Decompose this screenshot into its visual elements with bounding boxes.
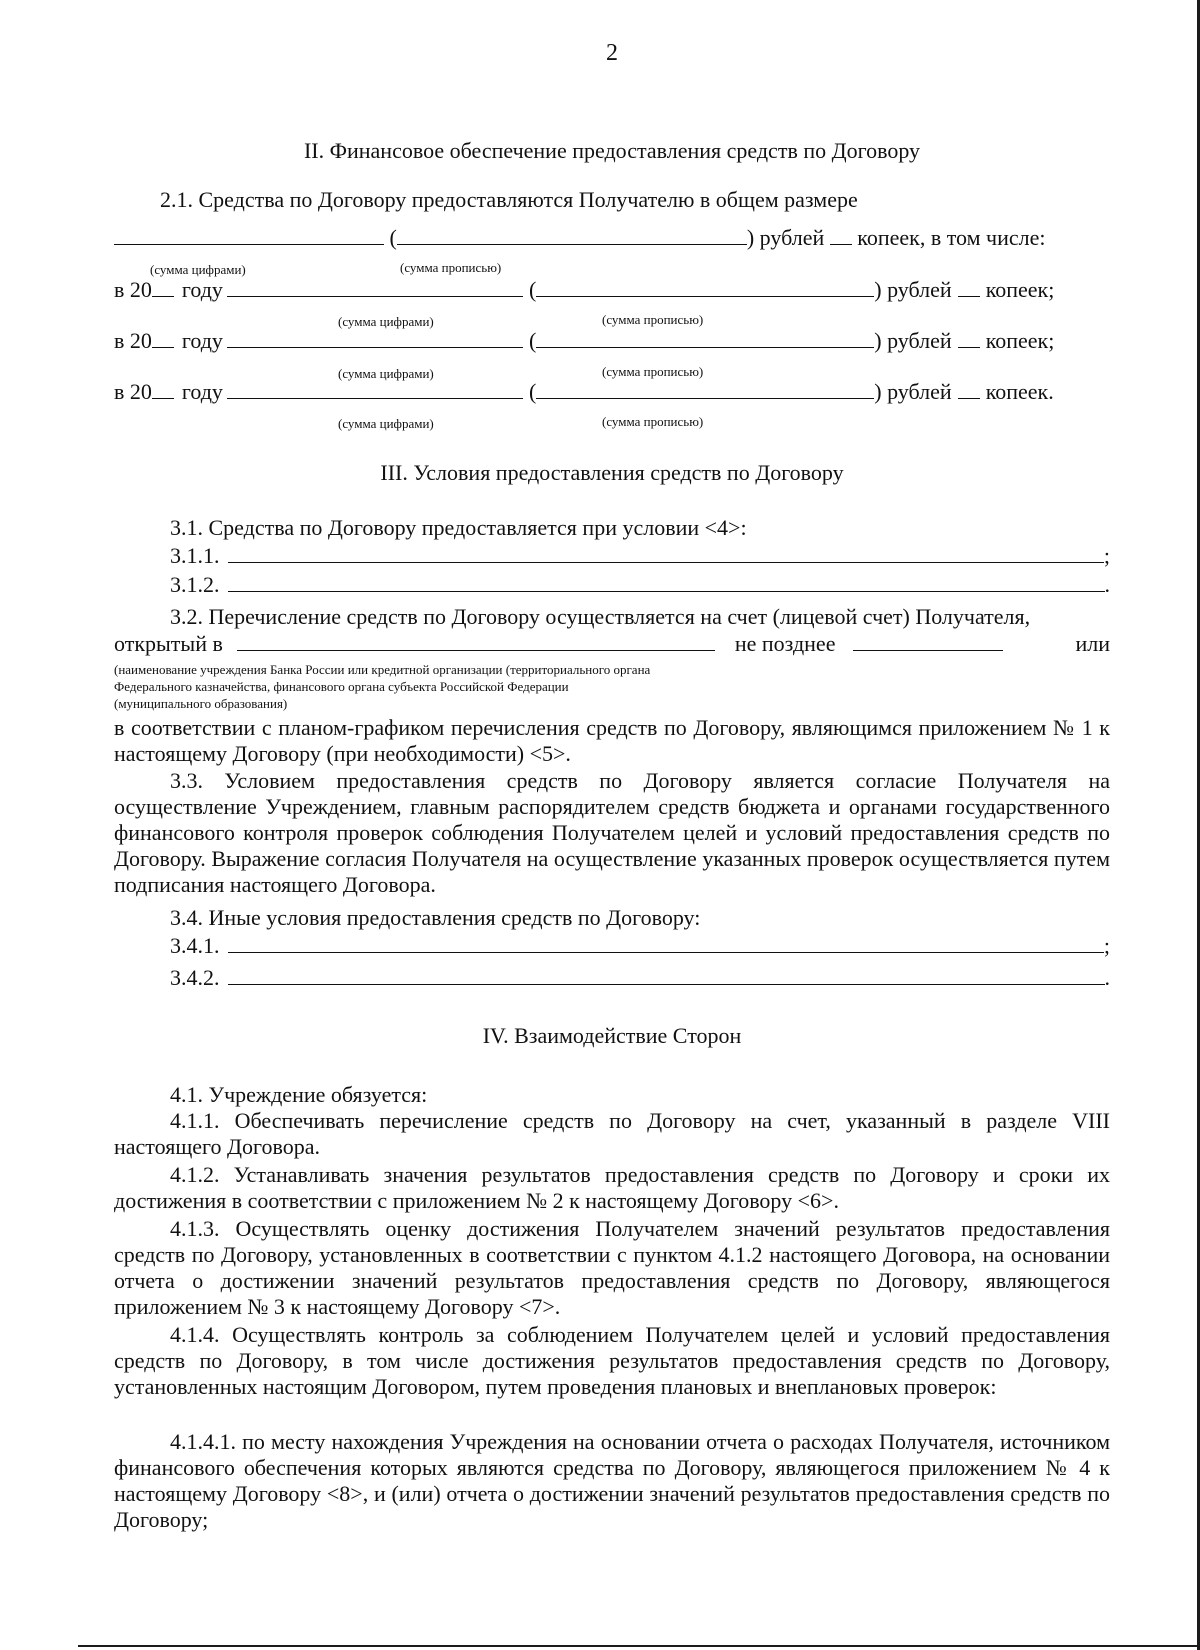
condition-2-blank	[228, 573, 1105, 592]
year-row-1: в 20 году ( ) рублей копеек;	[114, 277, 1055, 302]
hint-digits: (сумма цифрами)	[338, 416, 434, 431]
hint-digits: (сумма цифрами)	[150, 262, 246, 277]
section-3-title: III. Условия предоставления средств по Договору	[380, 460, 844, 485]
clause-4-1-4-1: 4.1.4.1. по месту нахождения Учреждения на основании отчета о расходах Получателя, источником финансового обеспечения которых являются средства по Договору, являющегося приложением № 4 к настоящему Договору <8>, и (или) отчета о достижении значений результатов предоставления средств по Договору;	[114, 1429, 1110, 1532]
total-amount-row: ( ) рублей копеек, в том числе:	[114, 224, 1110, 252]
bank-blank	[237, 632, 715, 651]
clause-3-1: 3.1. Средства по Договору предоставляется при условии <4>:	[170, 515, 747, 540]
kop-blank	[830, 226, 852, 245]
rub-label: ) рублей	[746, 225, 825, 250]
clause-3-3: 3.3. Условием предоставления средств по Договору является согласие Получателя на осуществление Учреждением, главным распорядителем средств бюджета и органами государственного финансового контроля проверок соблюдения Получателем целей и условий предоставления средств по Договору. Выражение согласия Получателя на осуществление указанных проверок осуществляется путем подписания настоящего Договора.	[114, 768, 1110, 897]
total-digits-blank	[114, 226, 384, 245]
clause-3-2: 3.2. Перечисление средств по Договору осуществляется на счет (лицевой счет) Получателя,	[170, 604, 1031, 629]
page-number: 2	[606, 40, 618, 66]
clause-3-4-1: 3.4.1. ;	[170, 933, 1110, 958]
other-condition-1-blank	[228, 934, 1104, 953]
clause-2-1: 2.1. Средства по Договору предоставляются Получателю в общем размере	[160, 187, 858, 212]
clause-4-1-4: 4.1.4. Осуществлять контроль за соблюдением Получателем целей и условий предоставления средств по Договору, в том числе достижения результатов предоставления средств по Договору, установленных настоящим Договором, путем проведения плановых и внеплановых проверок:	[114, 1322, 1110, 1399]
clause-3-4: 3.4. Иные условия предоставления средств по Договору:	[170, 905, 701, 930]
clause-4-1-3: 4.1.3. Осуществлять оценку достижения Получателем значений результатов предоставления средств по Договору, установленных в соответствии с пунктом 4.1.2 настоящего Договора, на основании отчета о достижении значений результатов предоставления средств по Договору, являющегося приложением № 3 к настоящему Договору <7>.	[114, 1216, 1110, 1319]
clause-3-2-account-row: открытый в не позднее или	[114, 631, 1110, 656]
bank-hint-line-3: (муниципального образования)	[114, 696, 288, 711]
hint-words: (сумма прописью)	[602, 364, 704, 379]
condition-1-blank	[228, 544, 1104, 563]
clause-3-1-2: 3.1.2. .	[170, 572, 1110, 597]
clause-4-1-2: 4.1.2. Устанавливать значения результатов предоставления средств по Договору и сроки их достижения в соответствии с приложением № 2 к настоящему Договору <6>.	[114, 1162, 1110, 1213]
bank-hint-line-2: Федерального казначейства, финансового органа субъекта Российской Федерации	[114, 679, 569, 694]
section-2-title: II. Финансовое обеспечение предоставления средств по Договору	[303, 138, 921, 163]
section-4-title: IV. Взаимодействие Сторон	[482, 1023, 742, 1048]
hint-digits: (сумма цифрами)	[338, 314, 434, 329]
hint-words: (сумма прописью)	[602, 312, 704, 327]
hint-words: (сумма прописью)	[400, 260, 502, 275]
total-words-blank	[397, 226, 747, 245]
clause-3-1-1: 3.1.1. ;	[170, 543, 1110, 568]
page-edge-bottom	[78, 1645, 1200, 1647]
kop-label: копеек, в том числе:	[857, 225, 1046, 250]
hint-words: (сумма прописью)	[602, 414, 704, 429]
date-blank	[853, 632, 1003, 651]
hint-digits: (сумма цифрами)	[338, 366, 434, 381]
year-row-2: в 20 году ( ) рублей копеек;	[114, 328, 1055, 353]
bank-hint-line-1: (наименование учреждения Банка России или кредитной организации (территориального органа	[114, 662, 651, 677]
clause-3-2-continuation: в соответствии с планом-графиком перечисления средств по Договору, являющимся приложением № 1 к настоящему Договору (при необходимости) <5>.	[114, 715, 1110, 766]
year-row-3: в 20 году ( ) рублей копеек.	[114, 379, 1054, 404]
clause-4-1-1: 4.1.1. Обеспечивать перечисление средств по Договору на счет, указанный в разделе VIII настоящего Договора.	[114, 1108, 1110, 1159]
other-condition-2-blank	[228, 966, 1105, 985]
clause-4-1: 4.1. Учреждение обязуется:	[170, 1082, 428, 1107]
clause-3-4-2: 3.4.2. .	[170, 965, 1110, 990]
